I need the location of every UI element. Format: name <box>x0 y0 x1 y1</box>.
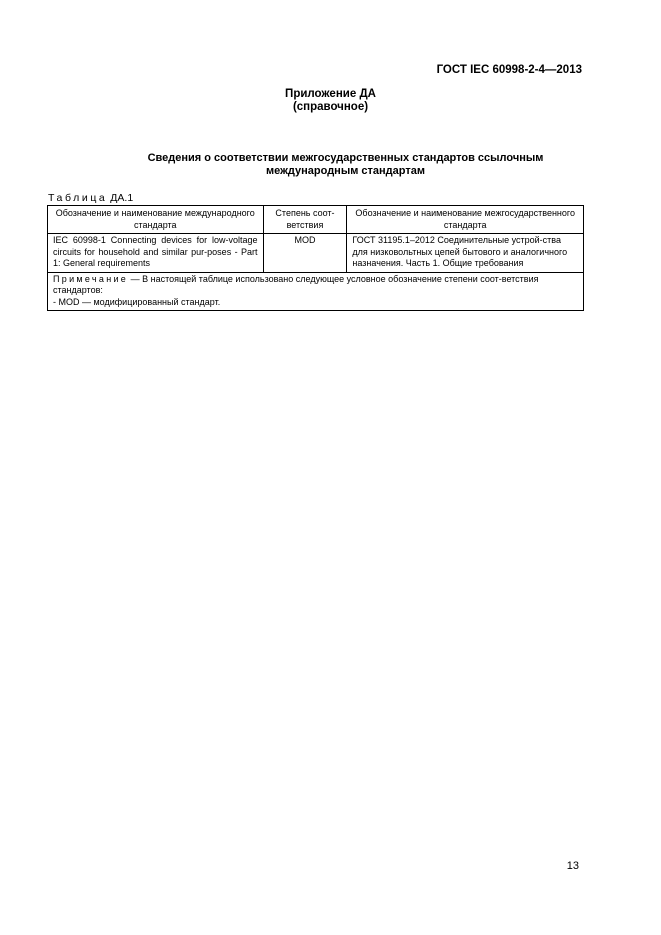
cell-international-standard: IEC 60998-1 Connecting devices for low-voltage circuits for household and similar pur-poses - Part 1: General requirements <box>48 234 264 273</box>
table-caption-prefix: Таблица <box>48 192 108 204</box>
cell-degree: MOD <box>263 234 347 273</box>
section-title <box>0 152 661 178</box>
header-interstate-standard: Обозначение и наименование межгосударственного стандарта <box>347 206 584 234</box>
table-note-row <box>48 272 584 311</box>
note-item: - MOD — модифицированный стандарт. <box>53 296 221 307</box>
page-number: 13 <box>566 860 579 872</box>
annex-heading <box>0 88 661 114</box>
section-title-line-1: Сведения о соответствии межгосударственных стандартов ссылочным <box>147 152 544 164</box>
table-row <box>48 234 584 273</box>
note-label: Примечание <box>53 273 129 284</box>
document-code: ГОСТ IEC 60998-2-4—2013 <box>436 64 582 76</box>
section-title-line-2: международным стандартам <box>266 165 425 177</box>
table-caption-number: ДА.1 <box>107 192 134 204</box>
header-degree-of-correspondence: Степень соот-ветствия <box>263 206 347 234</box>
table-header-row <box>48 206 584 234</box>
annex-title: Приложение ДА <box>285 88 376 100</box>
header-international-standard: Обозначение и наименование международного стандарта <box>48 206 264 234</box>
annex-subtitle: (справочное) <box>292 101 369 113</box>
table-note <box>48 272 584 311</box>
standards-correspondence-table <box>47 205 584 311</box>
cell-interstate-standard: ГОСТ 31195.1–2012 Соединительные устрой-ства для низковольтных цепей бытового и аналогичного назначения. Часть 1. Общие требования <box>347 234 584 273</box>
table-caption <box>48 192 133 204</box>
note-text: — В настоящей таблице использовано следующее условное обозначение степени соот-ветствия стандартов: <box>53 273 539 295</box>
